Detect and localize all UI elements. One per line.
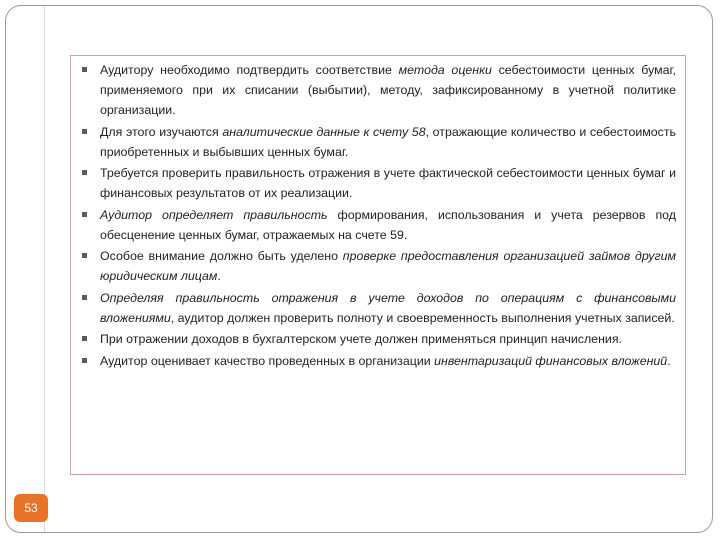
bullet-marker-icon <box>82 129 87 134</box>
bullet-text: Особое внимание должно быть уделено <box>100 249 343 263</box>
bullet-text: Аудитор оценивает качество проведенных в организации <box>100 353 435 368</box>
bullet-item <box>82 163 676 203</box>
left-margin-rule <box>44 6 45 532</box>
bullet-text: себестоимости ценных бумаг, применяемого при их списании (выбытии), методу, зафиксированному в учетной политике организации. <box>100 63 677 117</box>
bullet-text: При отражении доходов в бухгалтерском учете должен применяться принцип начисления. <box>100 332 622 346</box>
bullet-marker-icon <box>82 67 87 72</box>
page-number: 53 <box>14 494 48 522</box>
emphasis-text: инвентаризаций финансовых вложений <box>434 353 668 368</box>
emphasis-text: метода оценки <box>398 63 492 77</box>
bullet-item <box>82 246 676 286</box>
bullet-text: , аудитор должен проверить полноту и своевременность выполнения учетных записей. <box>170 310 675 325</box>
emphasis-text: Аудитор определяет правильность <box>100 207 328 222</box>
bullet-marker-icon <box>82 295 87 300</box>
bullet-item <box>82 122 676 162</box>
bullet-marker-icon <box>82 336 87 341</box>
bullet-item <box>82 60 676 120</box>
bullet-marker-icon <box>82 253 87 258</box>
bullet-marker-icon <box>82 358 87 363</box>
bullet-list <box>82 60 676 372</box>
bullet-item <box>82 329 676 349</box>
bullet-marker-icon <box>82 212 87 217</box>
bullet-item <box>82 205 676 245</box>
bullet-text: формирования, использования и учета резервов под обесценение ценных бумаг, отражаемых на счете 59. <box>100 207 676 242</box>
emphasis-text: проверке предоставления организацией займов другим юридическим лицам <box>100 249 676 283</box>
bullet-text: Аудитору необходимо подтвердить соответствие <box>100 63 399 77</box>
bullet-text: . <box>667 353 671 368</box>
bullet-text: Для этого изучаются <box>100 124 223 139</box>
bullet-marker-icon <box>82 170 87 175</box>
emphasis-text: аналитические данные к счету 58 <box>222 124 426 139</box>
bullet-text: Требуется проверить правильность отражения в учете фактической себестоимости ценных бумаг и финансовых результатов от их реализации. <box>100 166 676 200</box>
bullet-text: , отражающие количество и себестоимость приобретенных и выбывших ценных бумаг. <box>100 124 676 159</box>
emphasis-text: Определяя правильность отражения в учете доходов по операциям с финансовыми вложениями <box>100 290 676 325</box>
bullet-text: . <box>217 269 221 283</box>
bullet-item <box>82 288 676 328</box>
bullet-item <box>82 351 676 371</box>
